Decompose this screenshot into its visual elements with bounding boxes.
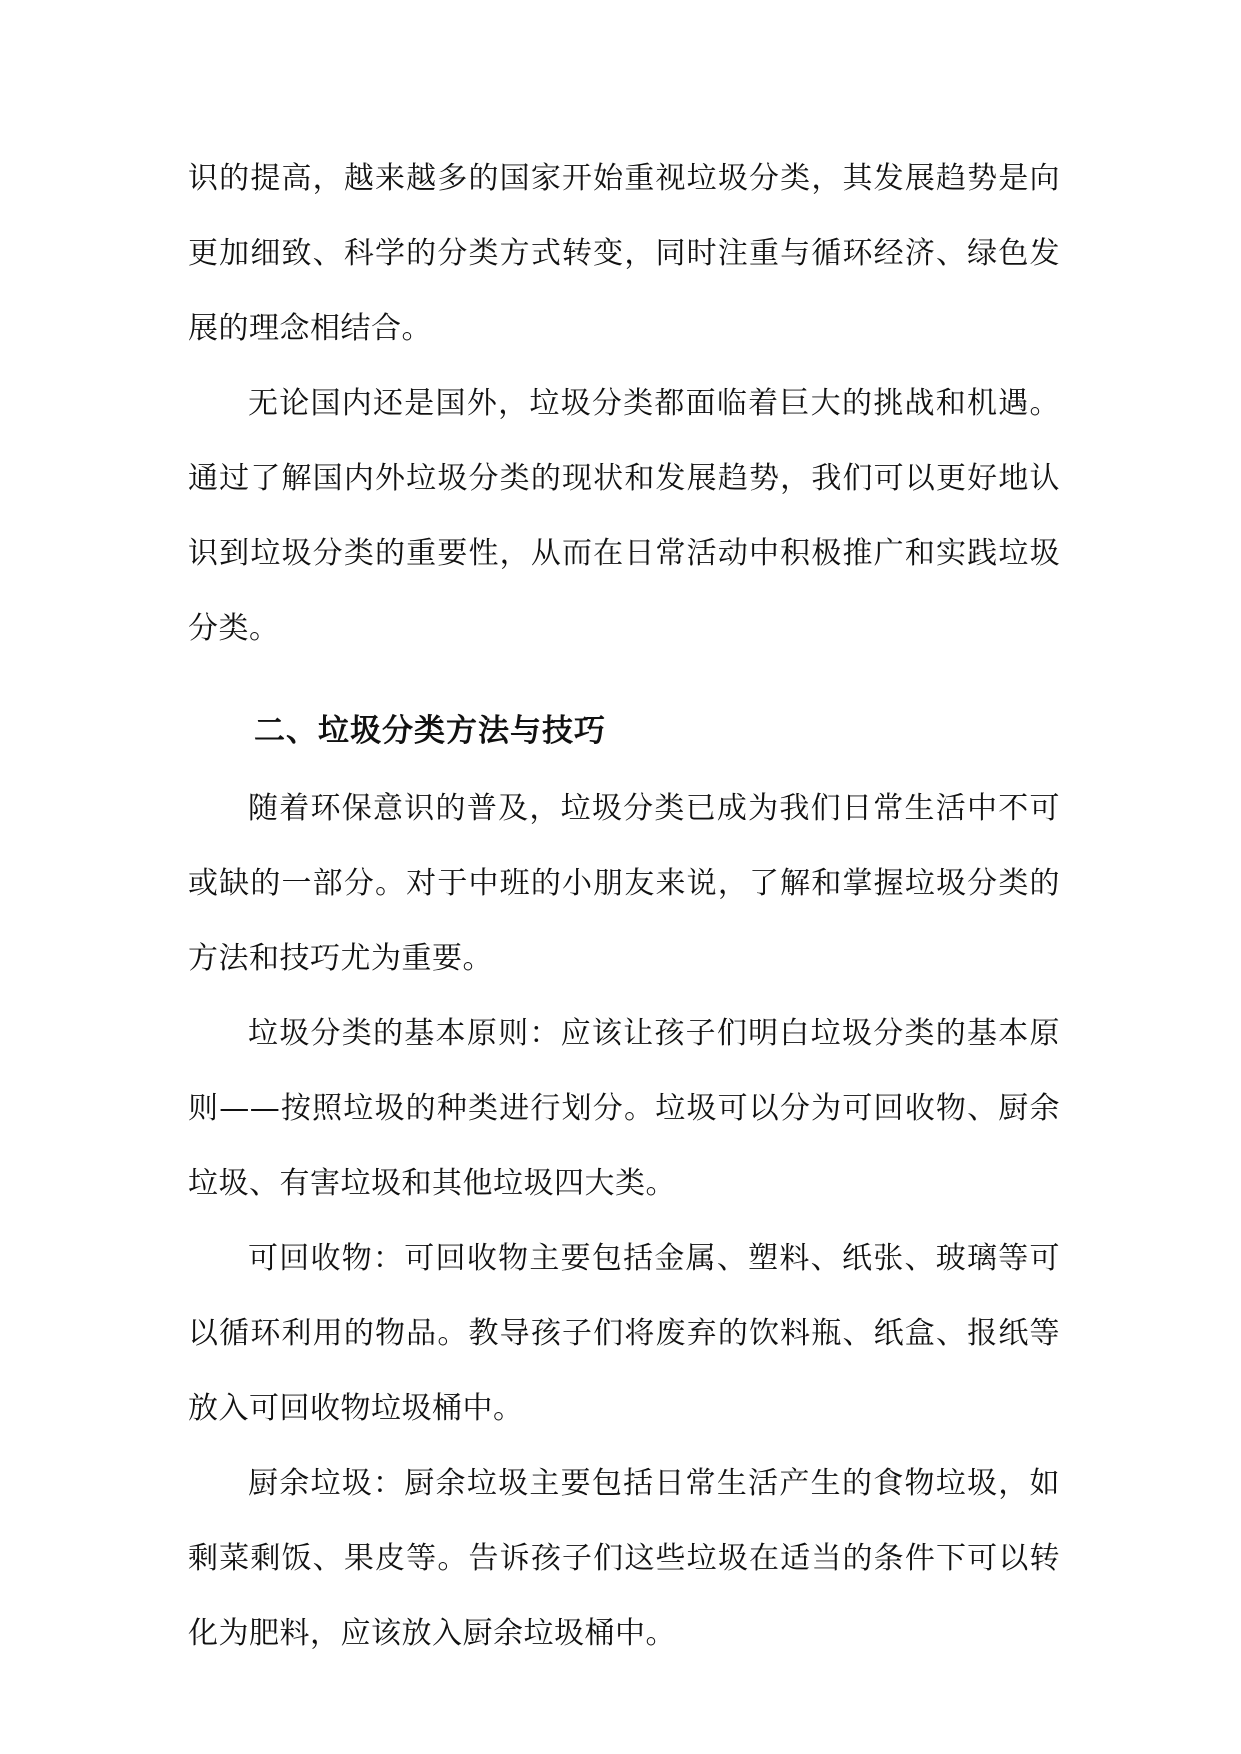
section-heading: 二、垃圾分类方法与技巧	[254, 713, 606, 749]
paragraph: 无论国内还是国外，垃圾分类都面临着巨大的挑战和机遇。通过了解国内外垃圾分类的现状和发展趋势，我们可以更好地认识到垃圾分类的重要性，从而在日常活动中积极推广和实践垃圾分类。	[188, 386, 1060, 646]
paragraph: 垃圾分类的基本原则：应该让孩子们明白垃圾分类的基本原则——按照垃圾的种类进行划分。垃圾可以分为可回收物、厨余垃圾、有害垃圾和其他垃圾四大类。	[188, 1016, 1060, 1201]
paragraph-continued: 识的提高，越来越多的国家开始重视垃圾分类，其发展趋势是向更加细致、科学的分类方式转变，同时注重与循环经济、绿色发展的理念相结合。	[188, 161, 1060, 346]
paragraph: 可回收物：可回收物主要包括金属、塑料、纸张、玻璃等可以循环利用的物品。教导孩子们将废弃的饮料瓶、纸盒、报纸等放入可回收物垃圾桶中。	[188, 1241, 1060, 1426]
paragraph: 厨余垃圾：厨余垃圾主要包括日常生活产生的食物垃圾，如剩菜剩饭、果皮等。告诉孩子们这些垃圾在适当的条件下可以转化为肥料，应该放入厨余垃圾桶中。	[188, 1466, 1060, 1651]
document-body	[188, 141, 1060, 1671]
paragraph: 随着环保意识的普及，垃圾分类已成为我们日常生活中不可或缺的一部分。对于中班的小朋友来说，了解和掌握垃圾分类的方法和技巧尤为重要。	[188, 791, 1060, 976]
